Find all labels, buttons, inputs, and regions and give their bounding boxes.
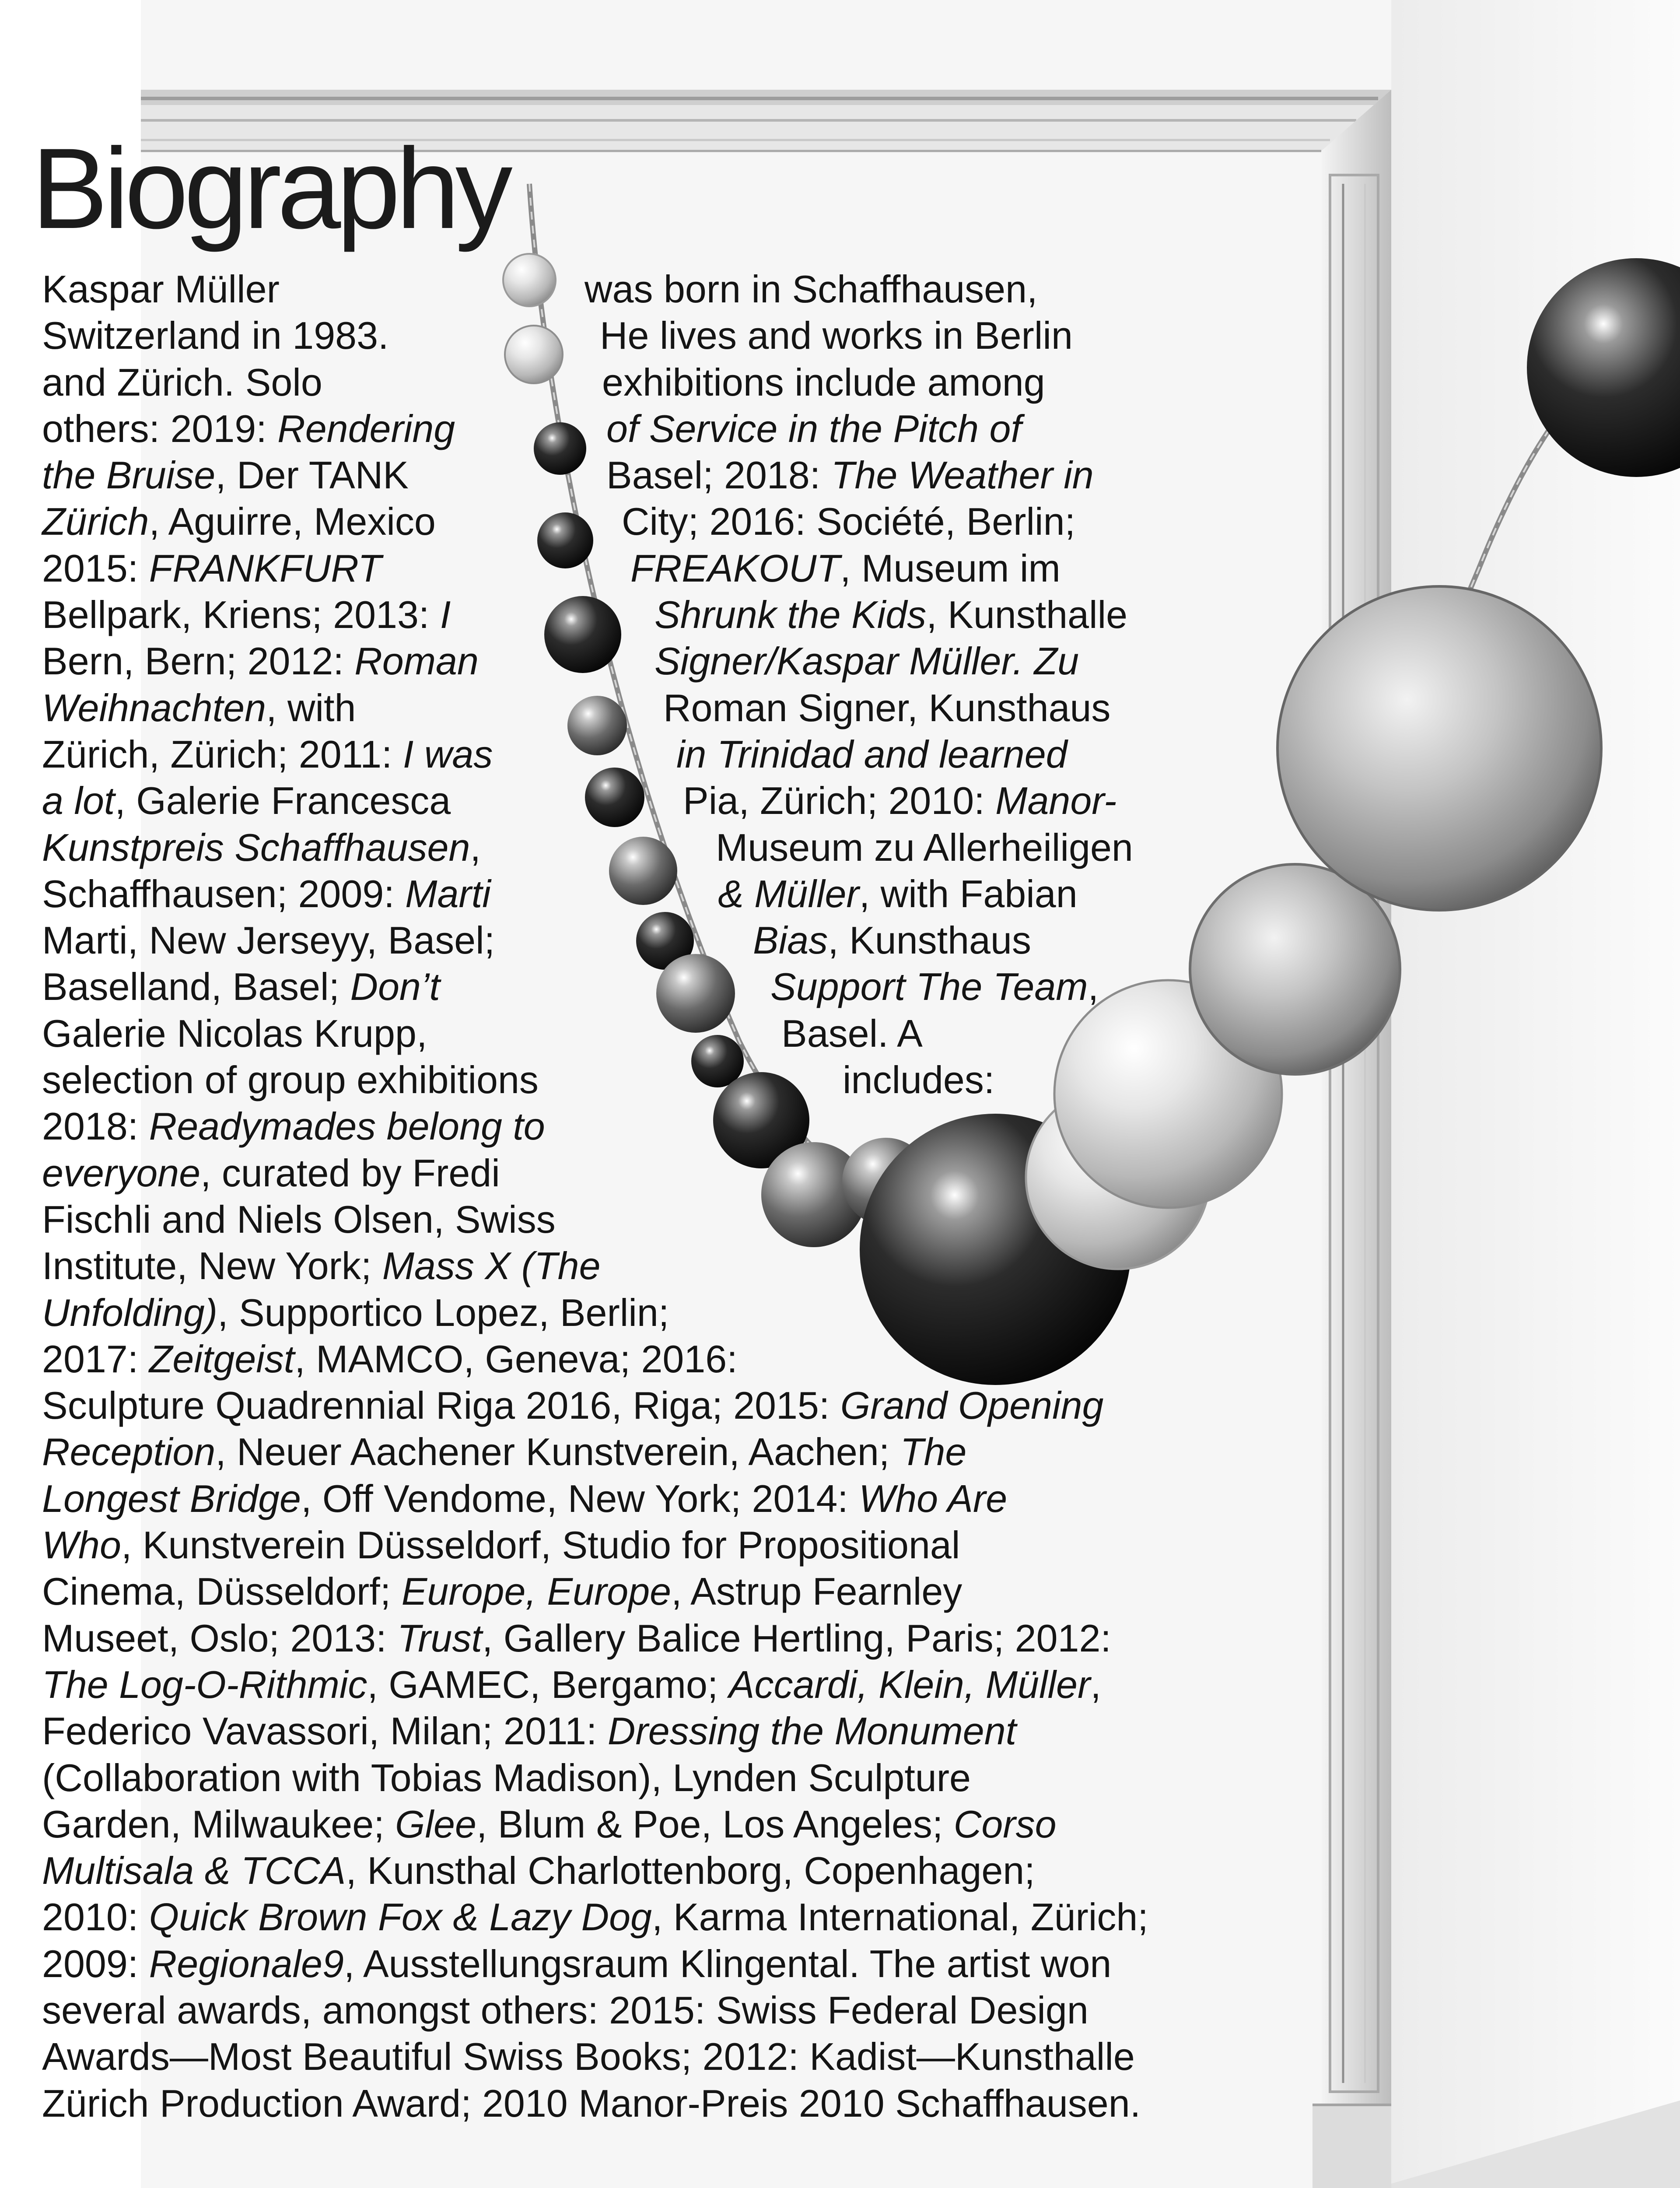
bio-line-left xyxy=(42,1615,1111,1662)
bio-line-right xyxy=(718,871,1078,917)
bio-line-left xyxy=(42,1476,1007,1522)
bio-line-left xyxy=(42,1382,1104,1429)
bio-line-left xyxy=(42,1568,962,1615)
italic-title: I was xyxy=(402,732,493,776)
bio-line-left xyxy=(42,638,479,684)
bio-line-left xyxy=(42,1801,1057,1848)
italic-title: Zürich xyxy=(42,500,149,543)
text-run: , Der TANK xyxy=(215,453,409,497)
bio-line-left xyxy=(42,2034,1135,2080)
italic-title: Support The Team xyxy=(770,965,1088,1009)
italic-title: Readymades belong to xyxy=(149,1105,545,1148)
bio-line-right xyxy=(663,685,1110,731)
bio-line-right xyxy=(770,964,1099,1010)
bio-line-left xyxy=(42,731,493,778)
bio-line-right xyxy=(622,498,1075,545)
bio-line-right xyxy=(781,1010,923,1057)
text-run: , Aguirre, Mexico xyxy=(149,500,436,543)
text-run: Zürich Production Award; 2010 Manor-Preis 2010 Schaffhausen. xyxy=(42,2081,1141,2125)
text-run: Pia, Zürich; 2010: xyxy=(683,779,996,823)
text-run: (Collaboration with Tobias Madison), Lynden Sculpture xyxy=(42,1756,971,1799)
italic-title: everyone xyxy=(42,1151,201,1195)
text-run: exhibitions include among xyxy=(602,360,1045,404)
text-run: , Kunsthal Charlottenborg, Copenhagen; xyxy=(346,1849,1035,1893)
italic-title: of Service in the Pitch of xyxy=(606,407,1022,450)
text-run: Basel; 2018: xyxy=(606,453,831,497)
page-title: Biography xyxy=(32,124,508,252)
italic-title: Who xyxy=(42,1523,121,1567)
italic-title: The Log-O-Rithmic xyxy=(42,1662,368,1706)
bio-line-left xyxy=(42,266,280,312)
bio-line-right xyxy=(654,592,1127,638)
bio-line-left xyxy=(42,1010,427,1057)
text-run: , Kunstverein Düsseldorf, Studio for Propositional xyxy=(121,1523,960,1567)
italic-title: Weihnachten xyxy=(42,686,266,729)
italic-title: Dressing the Monument xyxy=(607,1709,1017,1753)
italic-title: Mass X (The xyxy=(382,1244,601,1288)
bio-line-right xyxy=(753,917,1031,964)
bio-line-right xyxy=(843,1057,994,1103)
text-run: , xyxy=(470,825,481,869)
bio-line-left xyxy=(42,1429,966,1475)
bio-line-left xyxy=(42,359,322,406)
text-run: , Karma International, Zürich; xyxy=(652,1895,1148,1939)
text-run: , xyxy=(1090,1662,1101,1706)
text-run: Sculpture Quadrennial Riga 2016, Riga; 2015: xyxy=(42,1384,840,1427)
bio-line-left xyxy=(42,592,451,638)
text-run: , Supportico Lopez, Berlin; xyxy=(217,1290,669,1334)
italic-title: in Trinidad and learned xyxy=(676,732,1068,776)
bio-line-left xyxy=(42,1987,1088,2034)
text-run: others: 2019: xyxy=(42,407,278,450)
italic-title: Roman xyxy=(354,639,479,683)
text-run: Institute, New York; xyxy=(42,1244,382,1288)
bio-line-left xyxy=(42,1243,601,1289)
italic-title: FRANKFURT xyxy=(149,546,382,590)
bio-line-right xyxy=(676,731,1068,778)
italic-title: Bias xyxy=(753,919,828,962)
text-run: 2009: xyxy=(42,1942,149,1985)
text-run: , Astrup Fearnley xyxy=(671,1570,962,1613)
bio-line-left xyxy=(42,1196,556,1243)
bio-line-right xyxy=(683,778,1116,824)
italic-title: Glee xyxy=(395,1802,476,1846)
text-run: Marti, New Jerseyy, Basel; xyxy=(42,919,495,962)
text-run: selection of group exhibitions xyxy=(42,1058,539,1102)
italic-title: Shrunk the Kids xyxy=(654,593,927,637)
bio-line-left xyxy=(42,778,451,824)
bio-line-right xyxy=(606,406,1022,452)
italic-title: Reception xyxy=(42,1430,216,1474)
text-run: Galerie Nicolas Krupp, xyxy=(42,1011,427,1055)
text-run: , GAMEC, Bergamo; xyxy=(367,1662,729,1706)
text-run: Baselland, Basel; xyxy=(42,965,350,1009)
text-run: , with xyxy=(266,686,356,729)
italic-title: a lot xyxy=(42,779,115,823)
text-run: , Galerie Francesca xyxy=(115,779,451,823)
text-run: 2017: xyxy=(42,1337,149,1381)
italic-title: Regionale9 xyxy=(149,1942,344,1985)
bio-line-left xyxy=(42,406,455,452)
text-run: , MAMCO, Geneva; 2016: xyxy=(294,1337,738,1381)
text-run: , Neuer Aachener Kunstverein, Aachen; xyxy=(215,1430,900,1474)
bio-line-left xyxy=(42,498,436,545)
italic-title: Corso xyxy=(953,1802,1057,1846)
italic-title: Europe, Europe xyxy=(401,1570,672,1613)
text-run: Cinema, Düsseldorf; xyxy=(42,1570,402,1613)
text-run: and Zürich. Solo xyxy=(42,360,322,404)
text-run: Fischli and Niels Olsen, Swiss xyxy=(42,1197,556,1241)
text-run: , curated by Fredi xyxy=(200,1151,500,1195)
text-run: Roman Signer, Kunsthaus xyxy=(663,686,1111,729)
bio-line-left xyxy=(42,545,382,592)
bio-line-left xyxy=(42,1290,669,1336)
bio-line-left xyxy=(42,964,440,1010)
bio-line-left xyxy=(42,312,388,359)
bio-line-right xyxy=(600,312,1073,359)
italic-title: Zeitgeist xyxy=(149,1337,295,1381)
italic-title: Quick Brown Fox & Lazy Dog xyxy=(149,1895,652,1939)
italic-title: Grand Opening xyxy=(840,1384,1104,1427)
bio-line-left xyxy=(42,1336,738,1382)
text-run: was born in Schaffhausen, xyxy=(584,267,1038,311)
bio-line-left xyxy=(42,1941,1111,1987)
text-run: Switzerland in 1983. xyxy=(42,314,389,358)
bio-line-left xyxy=(42,1662,1101,1708)
bio-line-left xyxy=(42,871,491,917)
italic-title: & Müller xyxy=(718,872,859,915)
text-run: Awards—Most Beautiful Swiss Books; 2012: Kadist—Kunsthalle xyxy=(42,2035,1135,2079)
italic-title: FREAKOUT xyxy=(630,546,840,590)
text-run: , Kunsthalle xyxy=(926,593,1128,637)
italic-title: Multisala & TCCA xyxy=(42,1849,346,1893)
text-run: Bern, Bern; 2012: xyxy=(42,639,355,683)
italic-title: Marti xyxy=(405,872,491,915)
bio-line-right xyxy=(716,824,1133,871)
text-run: He lives and works in Berlin xyxy=(600,314,1073,358)
text-run: several awards, amongst others: 2015: Swiss Federal Design xyxy=(42,1988,1088,2032)
bio-line-left xyxy=(42,1708,1016,1754)
bio-line-left xyxy=(42,1522,960,1568)
bio-line-left xyxy=(42,917,495,964)
text-run: 2010: xyxy=(42,1895,149,1939)
text-run: Garden, Milwaukee; xyxy=(42,1802,396,1846)
text-run: Basel. A xyxy=(781,1011,923,1055)
bio-line-left xyxy=(42,1057,539,1103)
italic-title: Who Are xyxy=(859,1476,1008,1520)
bio-line-right xyxy=(654,638,1079,684)
text-run: , xyxy=(1088,965,1099,1009)
italic-title: The xyxy=(900,1430,967,1474)
italic-title: Longest Bridge xyxy=(42,1476,301,1520)
text-run: , with Fabian xyxy=(859,872,1078,915)
bio-line-left xyxy=(42,685,356,731)
bio-line-left xyxy=(42,1103,545,1150)
bio-line-right xyxy=(584,266,1038,312)
bio-line-left xyxy=(42,2080,1141,2127)
text-run: City; 2016: Société, Berlin; xyxy=(622,500,1075,543)
bio-line-left xyxy=(42,1848,1035,1894)
italic-title: Trust xyxy=(397,1616,482,1660)
text-run: , Kunsthaus xyxy=(828,919,1031,962)
text-run: , Museum im xyxy=(840,546,1060,590)
text-run: 2015: xyxy=(42,546,149,590)
text-run: Museum zu Allerheiligen xyxy=(716,825,1133,869)
text-run: Bellpark, Kriens; 2013: xyxy=(42,593,440,637)
italic-title: Signer/Kaspar Müller. Zu xyxy=(654,639,1079,683)
italic-title: Unfolding) xyxy=(42,1290,218,1334)
text-run: Kaspar Müller xyxy=(42,267,280,311)
bio-line-left xyxy=(42,1150,500,1196)
bio-line-left xyxy=(42,1894,1148,1940)
bio-line-left xyxy=(42,1755,971,1801)
italic-title: I xyxy=(440,593,451,637)
text-run: Zürich, Zürich; 2011: xyxy=(42,732,403,776)
italic-title: Kunstpreis Schaffhausen xyxy=(42,825,470,869)
italic-title: The Weather in xyxy=(831,453,1094,497)
italic-title: Accardi, Klein, Müller xyxy=(728,1662,1091,1706)
text-run: Schaffhausen; 2009: xyxy=(42,872,406,915)
text-run: , Gallery Balice Hertling, Paris; 2012: xyxy=(482,1616,1111,1660)
text-run: includes: xyxy=(843,1058,995,1102)
bio-line-right xyxy=(630,545,1060,592)
bio-line-right xyxy=(606,452,1094,498)
text-run: , Off Vendome, New York; 2014: xyxy=(301,1476,859,1520)
bio-line-left xyxy=(42,824,481,871)
text-run: 2018: xyxy=(42,1105,149,1148)
bio-line-left xyxy=(42,452,409,498)
bio-line-right xyxy=(602,359,1045,406)
italic-title: the Bruise xyxy=(42,453,216,497)
italic-title: Rendering xyxy=(277,407,455,450)
text-run: Federico Vavassori, Milan; 2011: xyxy=(42,1709,608,1753)
text-run: , Ausstellungsraum Klingental. The artist won xyxy=(343,1942,1112,1985)
text-run: , Blum & Poe, Los Angeles; xyxy=(476,1802,954,1846)
italic-title: Don’t xyxy=(350,965,440,1009)
italic-title: Manor- xyxy=(995,779,1117,823)
text-run: Museet, Oslo; 2013: xyxy=(42,1616,397,1660)
